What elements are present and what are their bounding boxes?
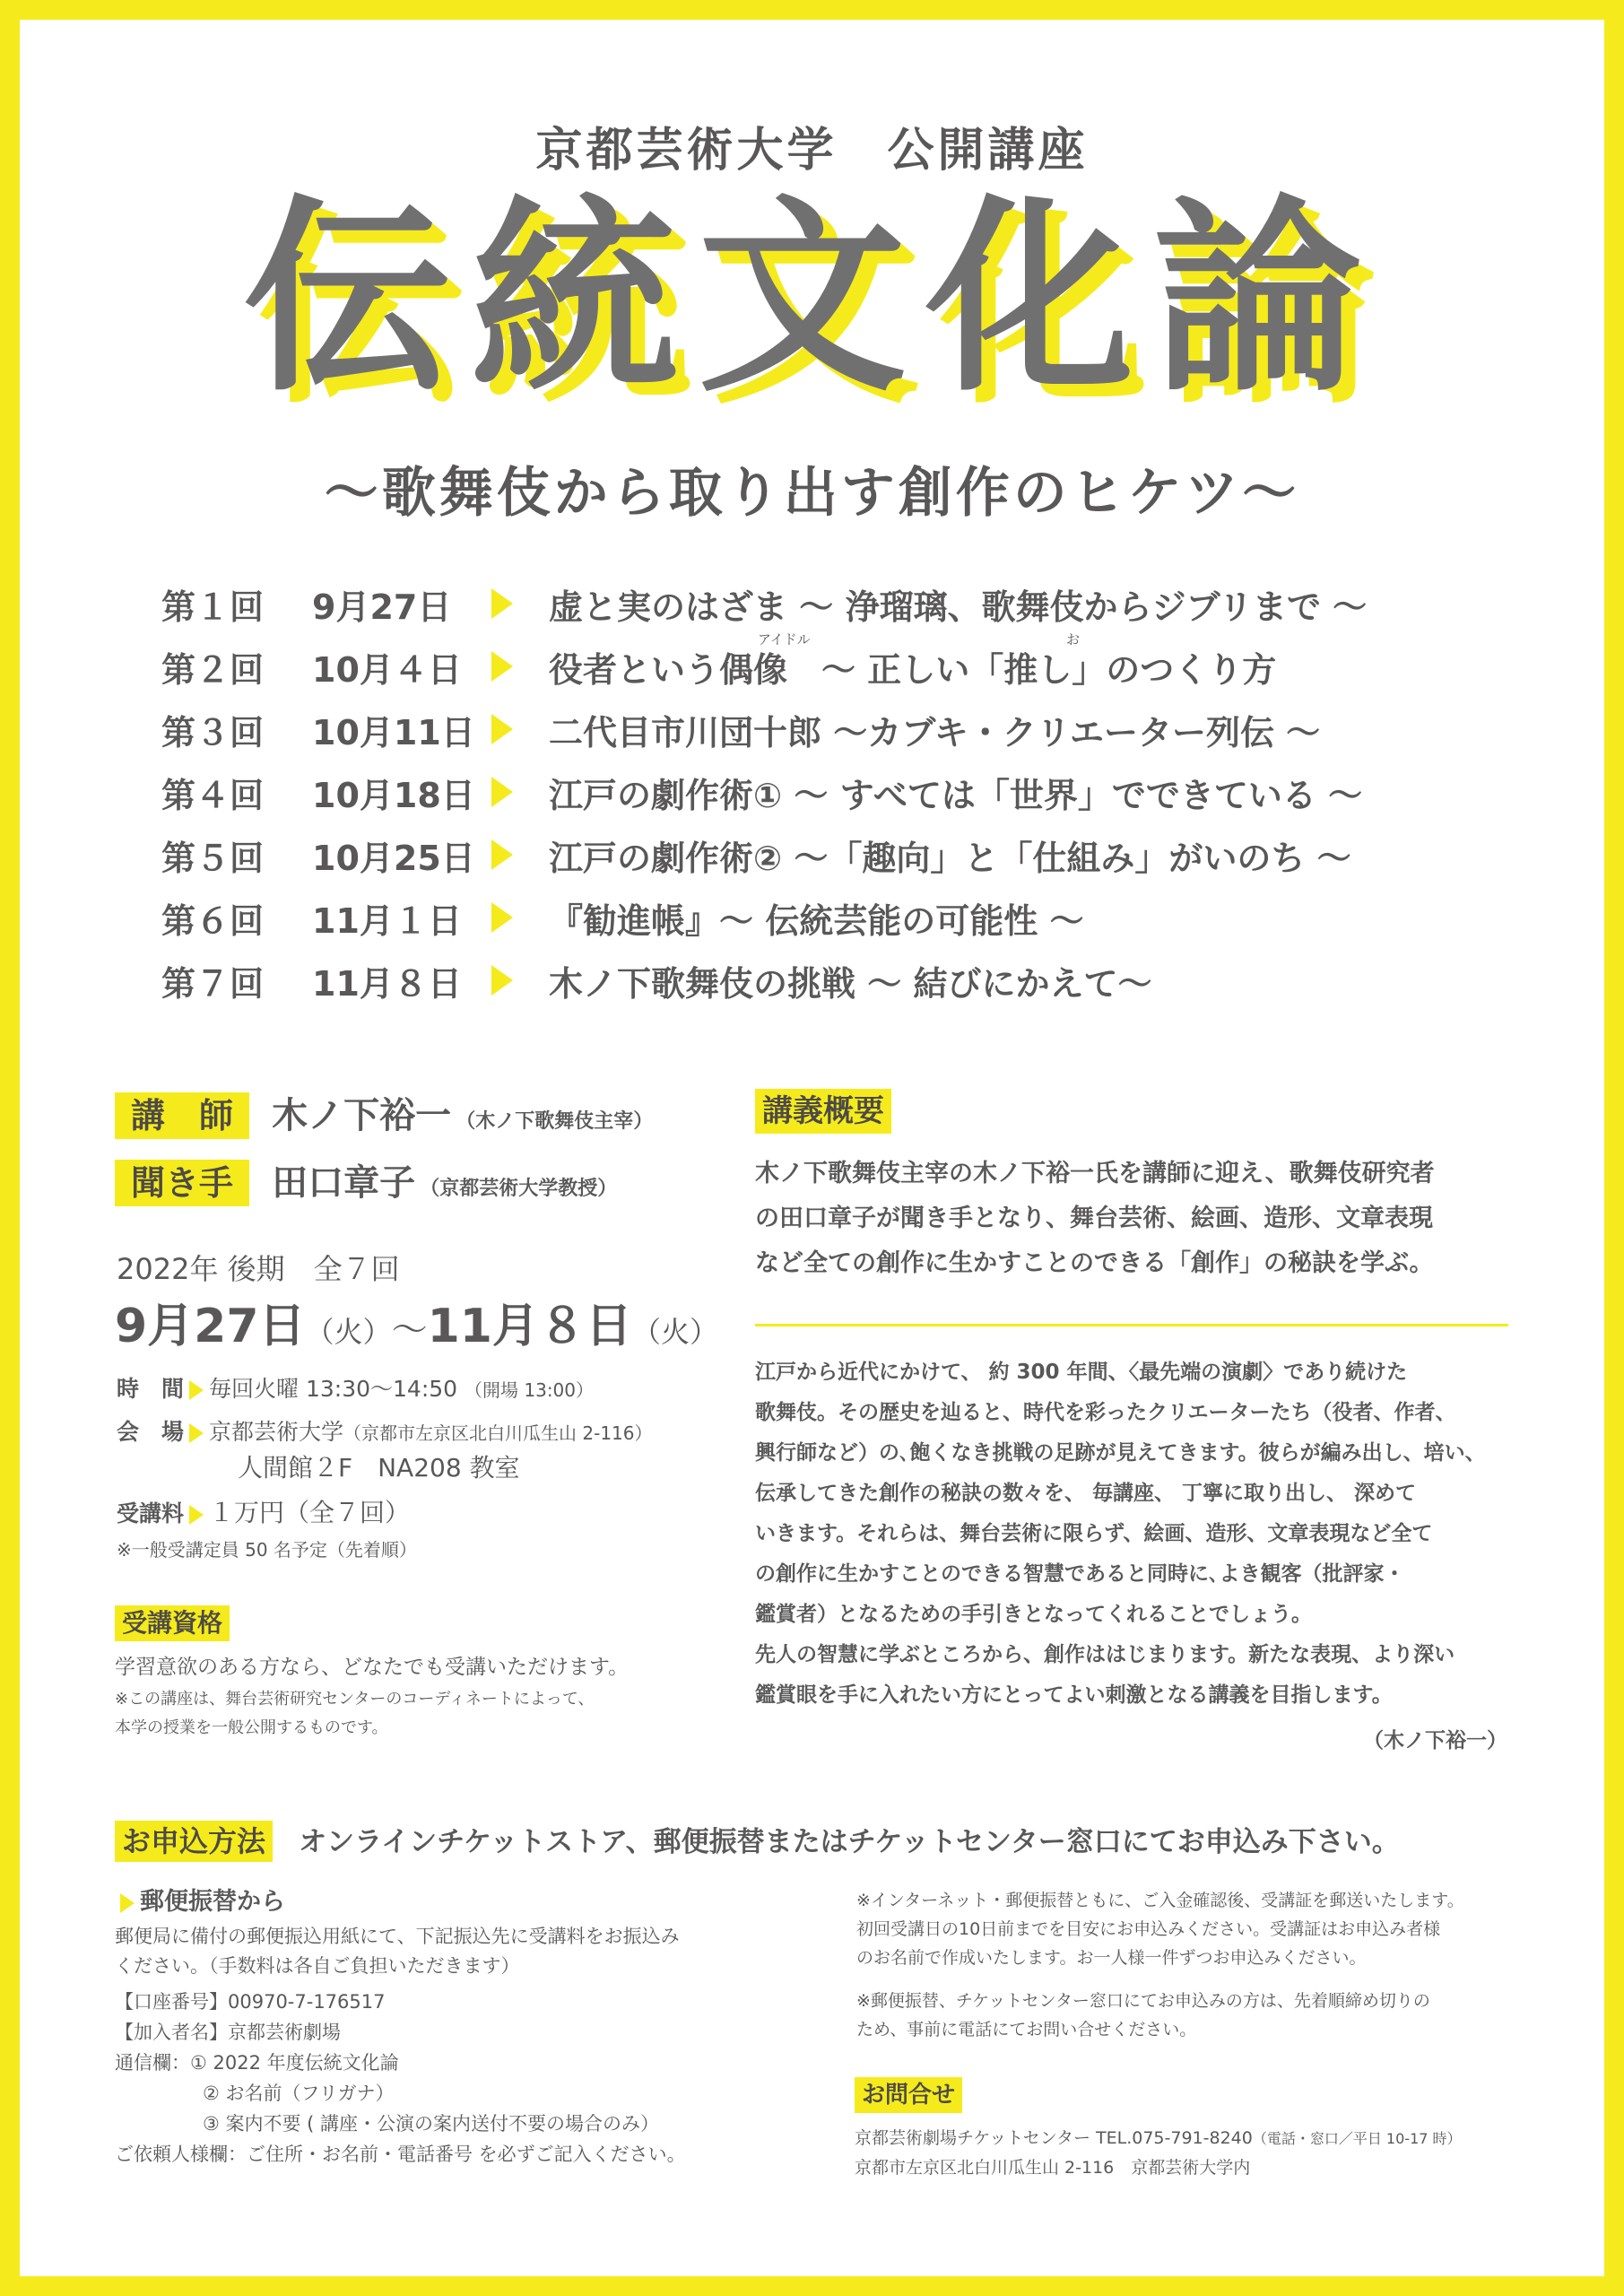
eligibility-note: ※この講座は、舞台芸術研究センターのコーディネートによって、 [115,1690,595,1709]
schedule-row [161,631,1507,698]
eligibility-note: 本学の授業を一般公開するものです。 [115,1718,388,1737]
fee-value: １万円（全７回） [209,1498,411,1527]
session-number: 第７回 [161,963,265,1004]
lecturer-block [115,1087,743,1139]
eligibility-block [115,1605,629,1743]
session-date: 10月11日 [312,712,475,752]
session-date: 9月27日 [312,587,452,627]
contact-address: 京都市左京区北白川瓜生山 2-116 京都芸術大学内 [855,2158,1251,2178]
account-info [115,1987,832,2170]
start-day: （火） [305,1315,392,1349]
session-title: 役者という偶像 〜 正しい「推し」のつくり方 [549,649,1277,690]
overview-body-line: 鑑賞者）となるための手引きとなってくれることでしょう。 [755,1603,1312,1626]
venue-address: （京都市左京区北白川瓜生山 2-116） [343,1422,653,1444]
time-row [117,1372,594,1407]
session-date: 11月１日 [312,900,462,941]
memo-item: ② お名前（フリガナ） [203,2083,395,2104]
contact-line: 京都芸術劇場チケットセンター TEL.075-791-8240 [855,2128,1253,2148]
venue-row [117,1415,653,1450]
time-value: 毎回火曜 13:30〜14:50 [209,1376,458,1402]
venue-label: 会 場 [117,1419,185,1445]
interviewer-role: （京都芸術大学教授） [420,1178,618,1200]
session-date: 11月８日 [312,963,462,1004]
memo-label: 通信欄： [115,2052,190,2074]
overview-body-line: 鑑賞眼を手に入れたい方にとってよい刺激となる講義を目指します。 [755,1683,1393,1707]
overview-body-line: 先人の智慧に学ぶところから、創作ははじまります。新たな表現、より深い [755,1643,1455,1666]
note-line: ため、事前に電話にてお問い合せください。 [856,2020,1197,2039]
arrow-icon [491,839,513,870]
arrow-icon [189,1505,204,1525]
venue-value: 京都芸術大学 [209,1419,344,1445]
end-day: （火） [631,1315,718,1349]
overview-body-line: 伝承してきた創作の秘訣の数々を、 毎講座、 丁寧に取り出し、 深めて [755,1482,1417,1505]
interviewer-name: 田口章子 [272,1162,416,1204]
session-title: 江戸の劇作術① 〜 すべては「世界」でできている 〜 [549,775,1363,815]
contact-block [855,2077,1527,2182]
eligibility-text: 学習意欲のある方なら、どなたでも受講いただけます。 [115,1656,630,1679]
postal-description [115,1922,832,1981]
application-header [115,1819,1400,1862]
note-line: のお名前で作成いたします。お一人様一件ずつお申込みください。 [856,1948,1367,1968]
session-title: 二代目市川団十郎 〜カブキ・クリエーター列伝 〜 [549,712,1321,752]
overview-body-line: 江戸から近代にかけて、 約 300 年間、〈最先端の演劇〉であり続けた [755,1361,1408,1384]
schedule-row [161,761,1507,823]
ruby-oshi: お [1066,631,1081,648]
session-number: 第２回 [161,649,265,690]
overview-body [755,1352,1526,1716]
range-separator: 〜 [391,1309,428,1351]
session-number: 第６回 [161,900,265,941]
page-title: 伝統文化論 [242,178,1382,420]
fee-row [117,1496,410,1531]
overview-lead-line: の田口章子が聞き手となり、舞台芸術、絵画、造形、文章表現 [755,1205,1433,1232]
overview-body-line: 歌舞伎。その歴史を辿ると、時代を彩ったクリエーターたち（役者、作者、 [755,1401,1456,1424]
overview-section [755,1089,1508,1286]
session-title: 虚と実のはざま 〜 浄瑠璃、歌舞伎からジブリまで 〜 [549,587,1368,627]
time-label: 時 間 [117,1376,185,1402]
divider [755,1324,1508,1326]
memo-item: ③ 案内不要 ( 講座・公演の案内送付不要の場合のみ） [203,2113,660,2135]
arrow-icon [491,777,513,807]
time-note: （開場 13:00） [465,1379,595,1401]
session-title: 『勧進帳』〜 伝統芸能の可能性 〜 [549,900,1084,941]
fee-label: 受講料 [117,1500,185,1526]
overview-body-line: いきます。それらは、舞台芸術に限らず、絵画、造形、文章表現など全て [755,1522,1433,1545]
schedule-row [161,572,1507,635]
arrow-icon [120,1893,135,1913]
note-line: 初回受講日の10日前までを目安にお申込みください。受講証はお申込み者様 [856,1919,1441,1939]
overview-lead-line: 木ノ下歌舞伎主宰の木ノ下裕一氏を講師に迎え、歌舞伎研究者 [755,1160,1435,1187]
postal-heading: 郵便振替から [140,1888,285,1916]
overview-lead-line: など全ての創作に生かすことのできる「創作」の秘訣を学ぶ。 [755,1249,1434,1277]
start-date: 9月27日 [115,1300,306,1353]
arrow-icon [491,651,513,682]
overview-signature: （木ノ下裕一） [1363,1729,1507,1752]
schedule-row [161,949,1507,1012]
capacity-note: ※一般受講定員 50 名予定（先着順） [117,1539,417,1561]
schedule-list [161,572,1507,1012]
schedule-row [161,823,1507,886]
ruby-idol: アイドル [758,631,811,648]
note-line: ※郵便振替、チケットセンター窓口にてお申込みの方は、先着順締め切りの [856,1991,1430,2011]
application-notes [856,1886,1520,2044]
date-range [115,1288,718,1355]
end-date: 11月８日 [427,1300,632,1353]
lecturer-role: （木ノ下歌舞伎主宰） [456,1110,654,1133]
postal-line: ください。（手数料は各自ご負担いただきます） [115,1955,520,1977]
page-subtitle: 〜歌舞伎から取り出す創作のヒケツ〜 [324,462,1300,525]
contact-hours: （電話・窓口／平日 10-17 時） [1252,2130,1462,2147]
requester-note: ご依頼人様欄：ご住所・お名前・電話番号 を必ずご記入ください。 [115,2144,686,2165]
contact-label: お問合せ [855,2077,962,2113]
session-number: 第３回 [161,712,265,752]
arrow-icon [491,588,513,619]
lecturer-name: 木ノ下裕一 [272,1095,452,1136]
note-line: ※インターネット・郵便振替ともに、ご入金確認後、受講証を郵送いたします。 [856,1891,1464,1910]
payee-name: 【加入者名】京都芸術劇場 [115,2022,341,2043]
interviewer-block [115,1154,743,1206]
eligibility-label: 受講資格 [115,1605,230,1641]
overview-body-line: の創作に生かすことのできる智慧であると同時に､よき観客（批評家・ [755,1562,1405,1586]
organizer-heading: 京都芸術大学 公開講座 [535,124,1089,178]
schedule-row [161,886,1507,949]
application-label: お申込方法 [115,1821,273,1862]
postal-line: 郵便局に備付の郵便振込用紙にて、下記振込先に受講料をお振込み [115,1926,680,1947]
schedule-row [161,698,1507,761]
session-number: 第１回 [161,587,265,627]
arrow-icon [491,902,513,933]
application-text: オンラインチケットストア、郵便振替またはチケットセンター窓口にてお申込み下さい。 [299,1826,1400,1858]
session-title: 江戸の劇作術② 〜「趣向」と「仕組み」がいのち 〜 [549,838,1351,878]
overview-body-line: 興行師など）の､飽くなき挑戦の足跡が見えてきます。彼らが編み出し、培い、 [755,1441,1486,1465]
session-date: 10月４日 [312,649,462,690]
arrow-icon [189,1380,204,1400]
overview-lead [755,1152,1508,1286]
arrow-icon [189,1423,204,1443]
session-date: 10月25日 [312,838,475,878]
session-date: 10月18日 [312,775,475,815]
arrow-icon [491,965,513,996]
session-number: 第５回 [161,838,265,878]
postal-block [115,1882,832,2170]
session-number: 第４回 [161,775,265,815]
term-text: 2022年 後期 全７回 [117,1252,400,1286]
venue-room: 人間館２F NA208 教室 [238,1453,520,1483]
lecturer-label: 講 師 [115,1092,249,1139]
interviewer-label: 聞き手 [115,1160,249,1206]
session-title: 木ノ下歌舞伎の挑戦 〜 結びにかえて〜 [549,963,1152,1004]
overview-label: 講義概要 [755,1089,891,1134]
account-number: 【口座番号】00970-7-176517 [115,1991,386,2013]
arrow-icon [491,714,513,744]
memo-item: ① 2022 年度伝統文化論 [190,2052,399,2074]
